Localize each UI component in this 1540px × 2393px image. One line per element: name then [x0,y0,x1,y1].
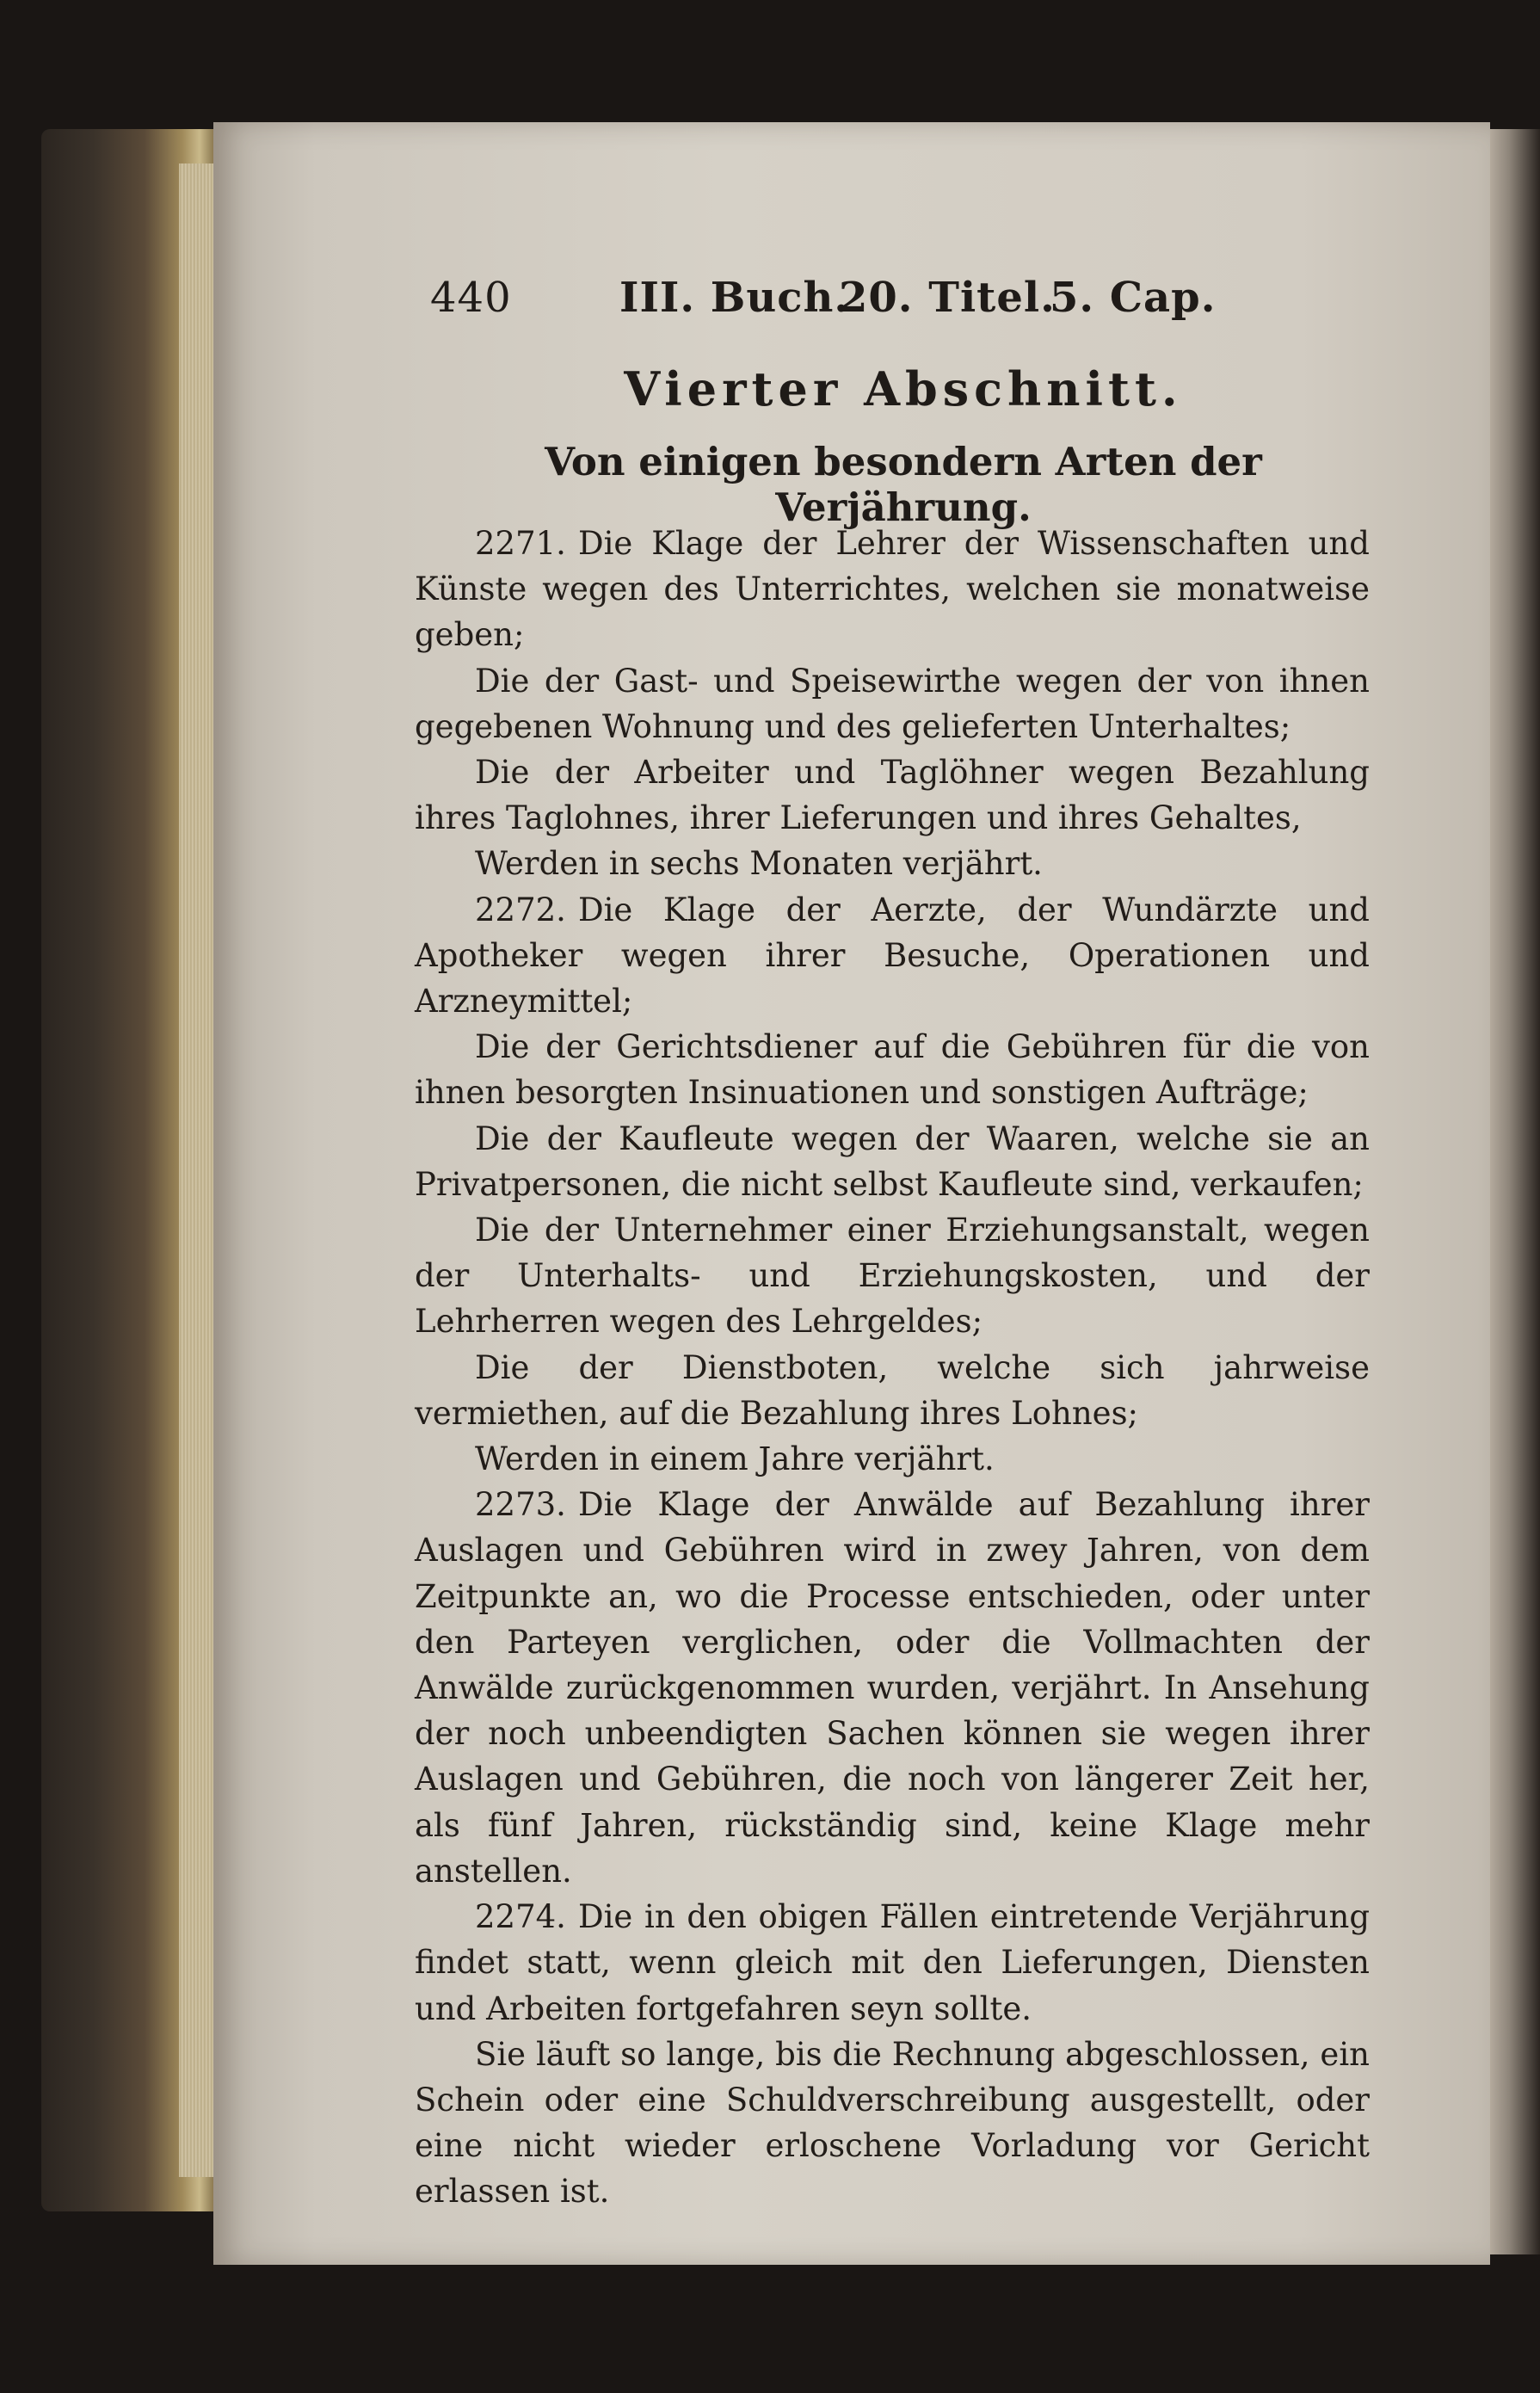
header-book: III. Buch. [619,274,850,322]
paragraph-text: Die Klage der Lehrer der Wissenschaften und Künste wegen des Unterrichtes, welchen sie monatweise geben; [415,525,1370,654]
paragraph-text: Die in den obigen Fällen eintretende Verjährung findet statt, wenn gleich mit den Lieferungen, Diensten und Arbeiten fortgefahren seyn sollte. [415,1898,1370,2027]
header-title: 20. Titel. [839,274,1056,322]
paragraph-text: Die Klage der Aerzte, der Wundärzte und Apotheker wegen ihrer Besuche, Operationen und Arzneymittel; [415,891,1370,1021]
paragraph [415,1207,1370,1345]
book-edge-right [1488,129,1540,2254]
running-header [430,274,1291,334]
paragraph-text: Werden in sechs Monaten verjährt. [475,845,1043,883]
paragraph [415,1482,1370,1894]
paragraph [415,887,1370,1025]
paragraph-text: Die Klage der Anwälde auf Bezahlung ihrer Auslagen und Gebühren wird in zwey Jahren, von dem Zeitpunkte an, wo die Processe entschieden, oder unter den Parteyen verglichen, oder die Vollmachten der Anwälde zurückgenommen wurden, verjährt. In Ansehung der noch unbeendigten Sachen können sie wegen ihrer Auslagen und Gebühren, die noch von längerer Zeit her, als fünf Jahren, rückständig sind, keine Klage mehr anstellen. [415,1486,1370,1890]
paragraph [415,1894,1370,2032]
paragraph-text: Die der Arbeiter und Taglöhner wegen Bezahlung ihres Taglohnes, ihrer Lieferungen und ihres Gehaltes, [415,754,1370,837]
paragraph-text: Sie läuft so lange, bis die Rechnung abgeschlossen, ein Schein oder eine Schuldverschreibung ausgestellt, oder eine nicht wieder erloschene Vorladung vor Gericht erlassen ist. [415,2035,1370,2211]
section-subtitle: Von einigen besondern Arten der Verjährung. [545,439,1262,530]
book-fore-edge-left [41,129,213,2211]
page-stack [179,163,213,2177]
header-chapter: 5. Cap. [1050,274,1217,322]
paragraph [415,2032,1370,2215]
paragraph [415,1345,1370,1436]
paragraph-text: Die der Gast- und Speisewirthe wegen der von ihnen gegebenen Wohnung und des gelieferten Unterhaltes; [415,662,1370,745]
paragraph-text: Die der Kaufleute wegen der Waaren, welche sie an Privatpersonen, die nicht selbst Kaufleute sind, verkaufen; [415,1119,1370,1203]
paragraph-text: Die der Dienstboten, welche sich jahrweise vermiethen, auf die Bezahlung ihres Lohnes; [415,1348,1370,1432]
paragraph-text: Die der Unternehmer einer Erziehungsanstalt, wegen der Unterhalts- und Erziehungskosten, und der Lehrherren wegen des Lehrgeldes; [415,1212,1370,1341]
section-title: Vierter Abschnitt. [624,361,1183,416]
paragraph [415,841,1370,886]
paragraph [415,1116,1370,1207]
paragraph [415,1436,1370,1482]
paragraph-text: Die der Gerichtsdiener auf die Gebühren für die von ihnen besorgten Insinuationen und sonstigen Aufträge; [415,1028,1370,1112]
page-number: 440 [430,274,512,322]
paragraph [415,749,1370,841]
paragraph-text: Werden in einem Jahre verjährt. [475,1440,995,1478]
body-text [415,521,1370,2215]
paragraph-number: 2274. [475,1898,566,1936]
paragraph-number: 2271. [475,525,566,562]
paragraph-number: 2272. [475,891,566,928]
paragraph [415,658,1370,749]
paragraph-number: 2273. [475,1486,566,1524]
paragraph [415,521,1370,658]
paragraph [415,1024,1370,1115]
